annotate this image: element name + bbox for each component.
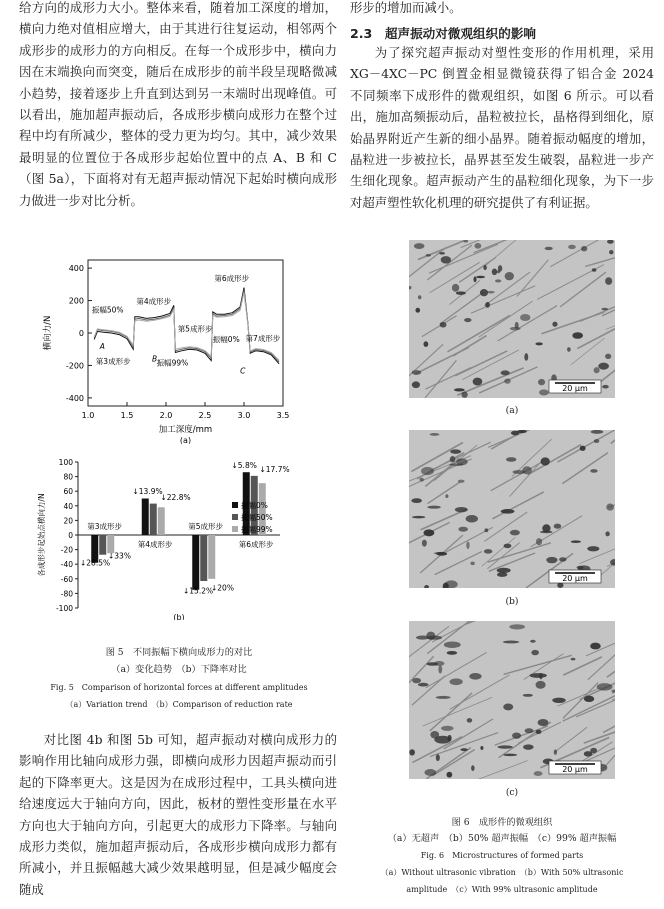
annotation: 第6成形步 [214, 274, 250, 284]
particle [497, 568, 511, 573]
y-tick-label: -80 [60, 589, 73, 599]
particle [523, 694, 533, 697]
particle [591, 430, 603, 434]
particle [409, 749, 415, 755]
particle [510, 327, 521, 330]
particle [434, 736, 451, 744]
y-tick-label: -200 [65, 361, 84, 371]
annotation: 第3成形步 [95, 356, 131, 366]
reduction-label: ↓15.2% [183, 586, 214, 596]
particle [498, 265, 502, 271]
annotation: B [151, 354, 158, 364]
particle [495, 279, 501, 282]
particle [480, 746, 483, 750]
y-tick-label: -20 [60, 545, 73, 555]
particle [423, 529, 434, 536]
particle [571, 658, 576, 661]
particle [598, 363, 609, 370]
reduction-label: ↓20% [211, 583, 234, 593]
particle [567, 347, 571, 351]
micrograph-b [409, 430, 615, 588]
y-tick-label: -60 [60, 574, 73, 584]
section-heading: 2.3 超声振动对微观组织的影响 [350, 26, 537, 41]
particle [520, 314, 530, 321]
reduction-label: ↓17.7% [259, 465, 290, 475]
particle [605, 277, 612, 285]
annotation: 第7成形步 [245, 334, 281, 344]
particle [412, 678, 421, 683]
particle [504, 378, 511, 383]
bar-1-0 [142, 499, 149, 536]
particle [503, 641, 519, 644]
particle [525, 728, 534, 733]
fig6-subcaption-en-1: （a）Without ultrasonic vibration （b）With 50% ultrasonic [380, 868, 624, 877]
particle [592, 268, 597, 272]
particle [484, 549, 493, 554]
reduction-label: ↓28.5% [80, 558, 111, 568]
fig6-label-b: (b) [505, 596, 519, 607]
particle [438, 665, 442, 673]
particle [510, 530, 520, 536]
legend-label: 振幅99% [241, 525, 273, 534]
particle [434, 552, 445, 554]
x-tick-label: 2.5 [198, 411, 212, 420]
fig6-caption-cn: 图 6 成形件的微观组织 [451, 817, 553, 828]
particle [492, 269, 497, 276]
particle [447, 651, 457, 655]
y-axis-label: 横向力/N [43, 315, 53, 351]
particle [536, 538, 542, 545]
annotation: 振幅50% [91, 305, 124, 315]
particle [605, 354, 611, 359]
particle [530, 673, 547, 678]
particle [412, 381, 420, 388]
particle [446, 772, 452, 778]
particle [487, 291, 495, 294]
particle [449, 678, 462, 685]
x-tick-label: 1.0 [81, 411, 95, 420]
particle [501, 509, 515, 514]
particle [412, 516, 425, 518]
particle [422, 540, 427, 547]
line-chart [30, 248, 330, 444]
particle [594, 439, 600, 443]
bar-1-1 [150, 504, 157, 535]
particle [466, 515, 478, 522]
particle [470, 562, 474, 565]
particle [416, 635, 429, 639]
particle [436, 754, 440, 761]
particle [460, 748, 467, 751]
particle [546, 557, 557, 563]
particle [568, 245, 576, 249]
reduction-label: ↓5.8% [231, 460, 257, 470]
micrograph-b-image [409, 430, 615, 588]
particle [506, 457, 516, 462]
particle [440, 322, 447, 328]
particle [503, 703, 513, 710]
annotation: 第5成形步 [177, 324, 213, 334]
particle [462, 391, 468, 397]
particle [430, 433, 440, 436]
y-tick-label: 400 [68, 264, 84, 274]
fig6-label-c: (c) [505, 787, 519, 798]
y-tick-label: -40 [60, 560, 73, 570]
y-tick-label: 0 [78, 329, 84, 338]
reduction-label: ↓33% [108, 551, 131, 561]
particle [441, 256, 451, 263]
particle [420, 478, 424, 482]
particle [497, 745, 512, 748]
particle [605, 531, 609, 536]
particle [505, 272, 514, 280]
category-label: 第4成形步 [137, 540, 173, 549]
particle [452, 284, 459, 292]
category-label: 第6成形步 [238, 540, 274, 549]
particle [545, 247, 553, 250]
particle [522, 466, 532, 474]
annotation: 振幅99% [156, 358, 189, 368]
legend-swatch-2 [232, 526, 238, 532]
annotation: 第4成形步 [136, 296, 172, 306]
particle [594, 367, 600, 373]
fig6-label-a: (a) [505, 405, 519, 416]
y-tick-label: 60 [63, 487, 73, 497]
particle [473, 276, 476, 282]
bar-chart [30, 450, 330, 620]
particle [584, 751, 593, 756]
particle [426, 254, 431, 257]
particle [597, 683, 613, 690]
particle [467, 718, 472, 723]
particle [542, 524, 550, 532]
particle [455, 507, 468, 512]
y-tick-label: 0 [68, 531, 73, 540]
particle [415, 308, 420, 313]
y-tick-label: 100 [58, 458, 73, 467]
bar-2-2 [208, 535, 215, 579]
particle [580, 446, 586, 451]
particle [427, 662, 439, 666]
particle [509, 624, 525, 629]
particle [418, 295, 422, 299]
y-tick-label: -100 [55, 604, 73, 613]
scale-label: 20 μm [562, 574, 588, 583]
particle [483, 265, 486, 270]
particle [418, 683, 429, 687]
x-tick-label: 3.0 [237, 411, 251, 420]
micrograph-a-image [409, 240, 615, 398]
particle [480, 289, 488, 296]
particle [450, 456, 456, 462]
particle [552, 698, 565, 703]
y-tick-label: -400 [65, 393, 84, 403]
particle [421, 467, 434, 475]
particle [524, 353, 528, 361]
particle [504, 544, 512, 549]
particle [554, 524, 562, 529]
x-axis-label: 加工深度/mm [158, 425, 213, 435]
legend-label: 振幅50% [241, 513, 273, 522]
right-paragraph-top: 形步的增加而减小。 [350, 0, 462, 15]
particle [530, 640, 536, 643]
left-paragraph-bottom: 对比图 4b 和图 5b 可知，超声振动对横向成形力的影响作用比轴向成形力强，即横向成形力因超声振动而引起的下降率更大。这是因为在成形过程中，工具头横向进给速度远大于轴向方向，因此，板材的塑性变形量在水平方向也大于轴向方向，引起更大的成形力下降率。与轴向成形力类似，施加超声振动后，各成形步横向成形力都有所减小，并且振幅越大减少效果越明显，但是减少幅度会随成 [19, 732, 337, 897]
bar-2-1 [200, 535, 207, 581]
fig5-caption-cn: 图 5 不同振幅下横向成形力的对比 [105, 647, 253, 658]
particle [427, 506, 441, 509]
particle [539, 389, 549, 395]
particle [609, 250, 613, 254]
particle [441, 726, 454, 731]
micrograph-a [409, 240, 615, 398]
particle [458, 527, 468, 532]
particle [602, 385, 609, 389]
micrograph-c-image [409, 621, 615, 779]
particle [536, 730, 542, 734]
fig5-caption-en: Fig. 5 Comparison of horizontal forces at different amplitudes [50, 683, 308, 692]
particle [535, 342, 542, 345]
particle [436, 696, 451, 699]
bar-1-2 [158, 507, 165, 535]
right-paragraph-second: 为了探究超声振动对塑性变形的作用机理，采用 XG－4XC－PC 倒置金相显微镜获得了铝合金 2024 不同频率下成形件的微观组织，如图 6 所示。可以看出，施加高频振动后，晶粒被拉长，晶格得到细化，原始晶界附近产生新的细小晶界。随着振动幅度的增加，晶粒进一步被拉长，晶界甚至发生破裂，晶粒进一步产生细化现象。超声振动产生的晶粒细化现象，为下一步对超声塑性软化机理的研究提供了有利证据。 [350, 45, 654, 210]
particle [466, 541, 469, 549]
fig6-caption-en: Fig. 6 Microstructures of formed parts [420, 851, 584, 860]
fig6-subcaption-cn: （a）无超声 （b）50% 超声振幅 （c）99% 超声振幅 [387, 833, 617, 844]
particle [428, 636, 442, 640]
particle [559, 557, 566, 561]
particle [423, 341, 428, 347]
particle [511, 431, 519, 436]
scale-label: 20 μm [562, 384, 588, 393]
y-tick-label: 200 [68, 296, 84, 306]
annotation: C [240, 366, 246, 376]
particle [456, 291, 466, 294]
particle [538, 379, 545, 385]
particle [552, 322, 557, 327]
x-tick-label: 1.5 [120, 411, 134, 420]
particle [587, 546, 599, 551]
x-tick-label: 3.5 [276, 411, 290, 420]
particle [450, 449, 461, 453]
annotation: A [99, 342, 105, 352]
particle [464, 318, 471, 322]
panel-label: (a) [179, 436, 192, 444]
bar-0-1 [99, 535, 106, 555]
particle [541, 457, 550, 465]
particle [531, 650, 539, 655]
particle [581, 246, 587, 251]
particle [536, 681, 546, 689]
reduction-label: ↓13.9% [132, 487, 163, 497]
particle [554, 749, 557, 755]
particle [485, 302, 490, 308]
category-label: 第3成形步 [87, 522, 123, 531]
particle [590, 643, 601, 650]
y-tick-label: 20 [63, 516, 73, 526]
particle [601, 308, 608, 311]
particle [458, 480, 465, 483]
category-label: 第5成形步 [188, 522, 224, 531]
particle [424, 769, 436, 776]
particle [501, 370, 510, 375]
legend-label: 振幅0% [241, 501, 268, 510]
particle [471, 765, 474, 771]
scale-label: 20 μm [562, 765, 588, 774]
particle [454, 388, 465, 391]
particle [590, 469, 597, 473]
panel-label: (b) [173, 613, 185, 620]
micrograph-c [409, 621, 615, 779]
particle [473, 378, 483, 386]
particle [584, 696, 594, 702]
particle [538, 719, 549, 726]
particle [571, 540, 581, 543]
particle [572, 332, 583, 339]
particle [606, 504, 614, 511]
bar-2-0 [192, 535, 199, 590]
y-tick-label: 40 [63, 501, 73, 511]
y-tick-label: 80 [63, 472, 73, 482]
particle [534, 771, 543, 776]
particle [411, 498, 422, 503]
legend-swatch-1 [232, 514, 238, 520]
particle [523, 744, 534, 750]
annotation: 振幅0% [212, 334, 240, 344]
particle [469, 673, 481, 680]
fig5-subcaption-cn: （a）变化趋势 （b）下降率对比 [111, 664, 247, 675]
particle [414, 243, 425, 249]
fig6-subcaption-en-2: amplitude （c）With 99% ultrasonic amplitude [406, 885, 598, 894]
reduction-label: ↓22.8% [160, 492, 191, 502]
particle [474, 243, 481, 249]
particle [484, 528, 488, 532]
fig5-subcaption-en: （a）Variation trend （b）Comparison of reduction rate [65, 700, 293, 709]
particle [512, 733, 521, 739]
particle [445, 494, 448, 498]
particle [456, 458, 467, 465]
particle [439, 252, 445, 255]
x-tick-label: 2.0 [159, 411, 173, 420]
particle [412, 370, 422, 375]
legend-swatch-0 [232, 502, 238, 508]
y-axis-label: 各成形步起始点横向力/N [37, 493, 46, 577]
particle [444, 641, 461, 648]
particle [503, 754, 517, 757]
particle [497, 572, 507, 577]
left-paragraph-top: 给方向的成形力大小。整体来看，随着加工深度的增加，横向力绝对值相应增大，由于其进行往复运动，相邻两个成形步的成形力的方向相反。在每一个成形步中，横向力因在末端换向而突变，随后在成形步的前半段呈现略微减小趋势，接着逐步上升直到达到另一末端时出现峰值。可以看出，施加超声振动后，各成形步横向成形力在整个过程中均有所减少，整体的受力更为均匀。其中，减少效果最明显的位置位于各成形步起始位置中的点 A、B 和 C（图 5a），下面将对有无超声振动情况下起始时横向成形力做进一步对比分析。 [19, 0, 337, 208]
particle [476, 276, 485, 279]
